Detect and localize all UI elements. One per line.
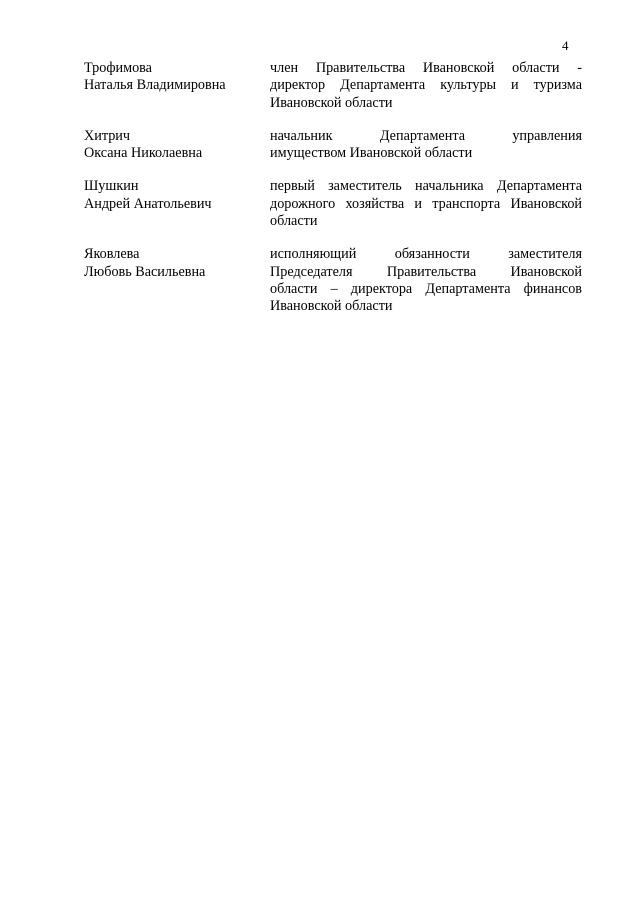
member-surname: Трофимова — [84, 60, 152, 76]
member-entry — [84, 246, 582, 315]
position-line: области — [270, 213, 318, 230]
member-name — [84, 178, 270, 230]
member-position — [270, 246, 582, 315]
member-list — [84, 60, 582, 332]
position-line: Ивановской области — [270, 298, 393, 315]
position-line: исполняющий обязанности заместителя — [270, 246, 582, 263]
member-name — [84, 60, 270, 112]
member-given-names: Наталья Владимировна — [84, 77, 226, 94]
position-line: первый заместитель начальника Департамента — [270, 178, 582, 195]
member-position — [270, 178, 582, 230]
position-line: дорожного хозяйства и транспорта Ивановской — [270, 195, 582, 212]
position-line: директор Департамента культуры и туризма — [270, 77, 582, 94]
position-line: начальник Департамента управления — [270, 127, 582, 144]
position-line: имуществом Ивановской области — [270, 145, 473, 162]
position-line: области – директора Департамента финансов — [270, 280, 582, 297]
member-surname: Шушкин — [84, 178, 139, 195]
position-line: Председателя Правительства Ивановской — [270, 263, 582, 280]
member-entry — [84, 60, 582, 112]
member-surname: Хитрич — [84, 127, 131, 144]
page-number: 4 — [562, 38, 569, 53]
position-line: член Правительства Ивановской области - — [270, 60, 582, 76]
position-line: Ивановской области — [270, 94, 393, 111]
member-name — [84, 128, 270, 163]
member-entry — [84, 178, 582, 230]
member-given-names: Андрей Анатольевич — [84, 195, 212, 212]
member-given-names: Любовь Васильевна — [84, 263, 206, 280]
member-entry — [84, 128, 582, 163]
member-position — [270, 128, 582, 163]
member-position — [270, 60, 582, 112]
member-surname: Яковлева — [84, 246, 140, 263]
member-name — [84, 246, 270, 315]
member-given-names: Оксана Николаевна — [84, 145, 203, 162]
